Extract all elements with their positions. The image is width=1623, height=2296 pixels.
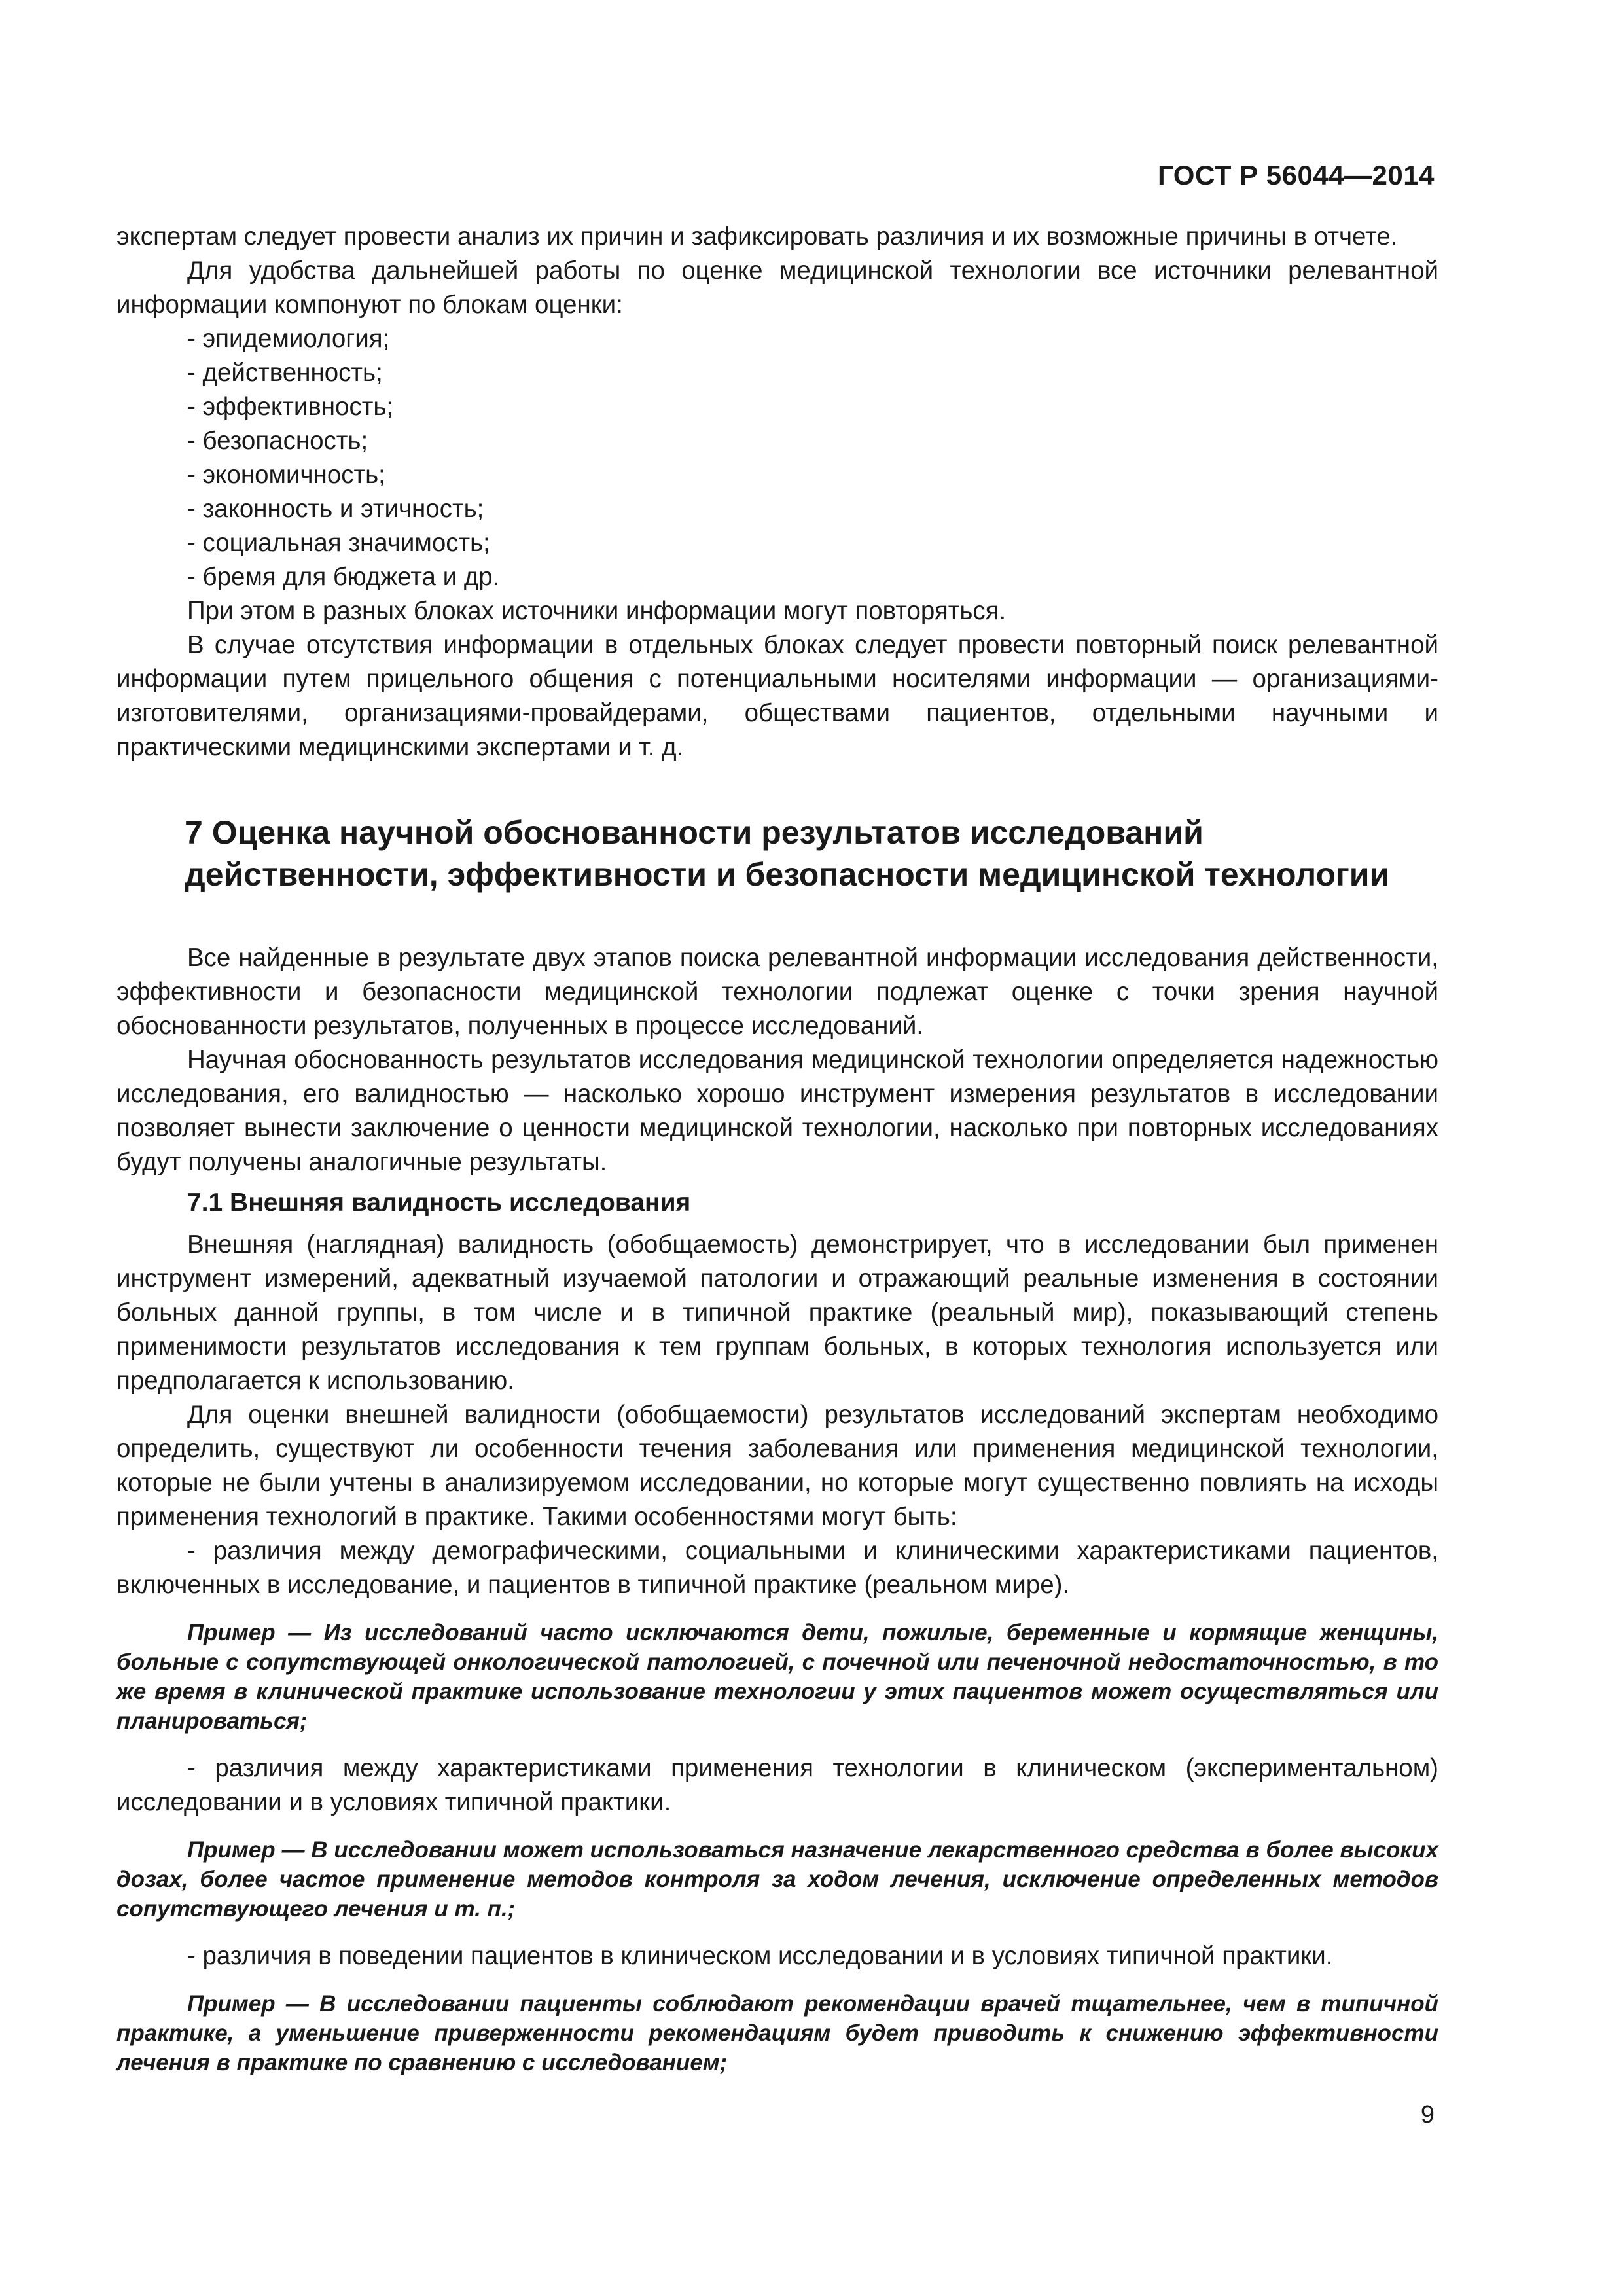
page-content (116, 220, 1438, 2093)
paragraph-demographic-differences: - различия между демографическими, социальными и клиническими характеристиками пациентов, включенных в исследование, и пациентов в типичной практике (реальном мире). (116, 1537, 1438, 1599)
example-adherence: Пример — В исследовании пациенты соблюдают рекомендации врачей тщательнее, чем в типичной практике, а уменьшение приверженности рекомендациям будет приводить к снижению эффективности лечения в практике по сравнению с исследованием; (116, 1991, 1438, 2075)
list-item: - законность и этичность; (187, 495, 484, 523)
paragraph-external-validity: Внешняя (наглядная) валидность (обобщаемость) демонстрирует, что в исследовании был применен инструмент измерений, адекватный изучаемой патологии и отражающий реальные изменения в состоянии больных данной группы, в том числе и в типичной практике (реальный мир), показывающий степень применимости результатов исследования к тем группам больных, в которых технология используется или предполагается к использованию. (116, 1230, 1438, 1395)
paragraph-continued: экспертам следует провести анализ их причин и зафиксировать различия и их возможные причины в отчете. (116, 223, 1398, 251)
list-item: - экономичность; (187, 461, 385, 489)
list-item: - эффективность; (187, 393, 394, 421)
standard-header: ГОСТ Р 56044—2014 (1158, 160, 1435, 190)
paragraph-assessment-blocks: Для удобства дальнейшей работы по оценке медицинской технологии все источники релевантной информации компонуют по блокам оценки: (116, 257, 1438, 319)
list-item: - эпидемиология; (187, 325, 390, 353)
section-7-title (116, 812, 1438, 895)
list-item: - бремя для бюджета и др. (187, 563, 500, 591)
paragraph-behavior-differences: - различия в поведении пациентов в клиническом исследовании и в условиях типичной практики. (187, 1942, 1333, 1970)
paragraph-validity-assessment: Для оценки внешней валидности (обобщаемости) результатов исследований экспертам необходимо определить, существуют ли особенности течения заболевания или применения медицинской технологии, которые не были учтены в анализируемом исследовании, но которые могут существенно повлиять на исходы применения технологий в практике. Такими особенностями могут быть: (116, 1401, 1438, 1531)
paragraph-application-differences: - различия между характеристиками применения технологии в клиническом (экспериментальном) исследовании и в условиях типичной практики. (116, 1754, 1438, 1816)
list-item: - безопасность; (187, 427, 368, 455)
subsection-7-1-title: 7.1 Внешняя валидность исследования (187, 1189, 691, 1217)
paragraph-scientific-validity: Научная обоснованность результатов исследования медицинской технологии определяется надежностью исследования, его валидностью — насколько хорошо инструмент измерения результатов в исследовании позволяет вынести заключение о ценности медицинской технологии, насколько при повторных исследованиях будут получены аналогичные результаты. (116, 1046, 1438, 1176)
paragraph-found-research: Все найденные в результате двух этапов поиска релевантной информации исследования действенности, эффективности и безопасности медицинской технологии подлежат оценке с точки зрения научной обоснованности результатов, полученных в процессе исследований. (116, 944, 1438, 1040)
example-dosage: Пример — В исследовании может использоваться назначение лекарственного средства в более высоких дозах, более частое применение методов контроля за ходом лечения, исключение определенных методов сопутствующего лечения и т. п.; (116, 1837, 1438, 1922)
example-excluded-patients: Пример — Из исследований часто исключаются дети, пожилые, беременные и кормящие женщины, больные с сопутствующей онкологической патологией, с почечной или печеночной недостаточностью, в то же время в клинической практике использование технологии у этих пациентов может осуществляться или планироваться; (116, 1620, 1438, 1734)
list-item: - социальная значимость; (187, 529, 490, 557)
paragraph-missing-info: В случае отсутствия информации в отдельных блоках следует провести повторный поиск релевантной информации путем прицельного общения с потенциальными носителями информации — организациями-изготовителями, организациями-провайдерами, обществами пациентов, отдельными научными и практическими медицинскими экспертами и т. д. (116, 631, 1438, 761)
section-7-title-line-2: действенности, эффективности и безопасности медицинской технологии (185, 856, 1390, 893)
list-item: - действенность; (187, 359, 383, 387)
assessment-blocks-list (116, 322, 1438, 594)
paragraph-repetition: При этом в разных блоках источники информации могут повторяться. (187, 597, 1007, 625)
page-number: 9 (1420, 2101, 1435, 2128)
section-7-title-line-1: 7 Оценка научной обоснованности результатов исследований (185, 814, 1204, 851)
